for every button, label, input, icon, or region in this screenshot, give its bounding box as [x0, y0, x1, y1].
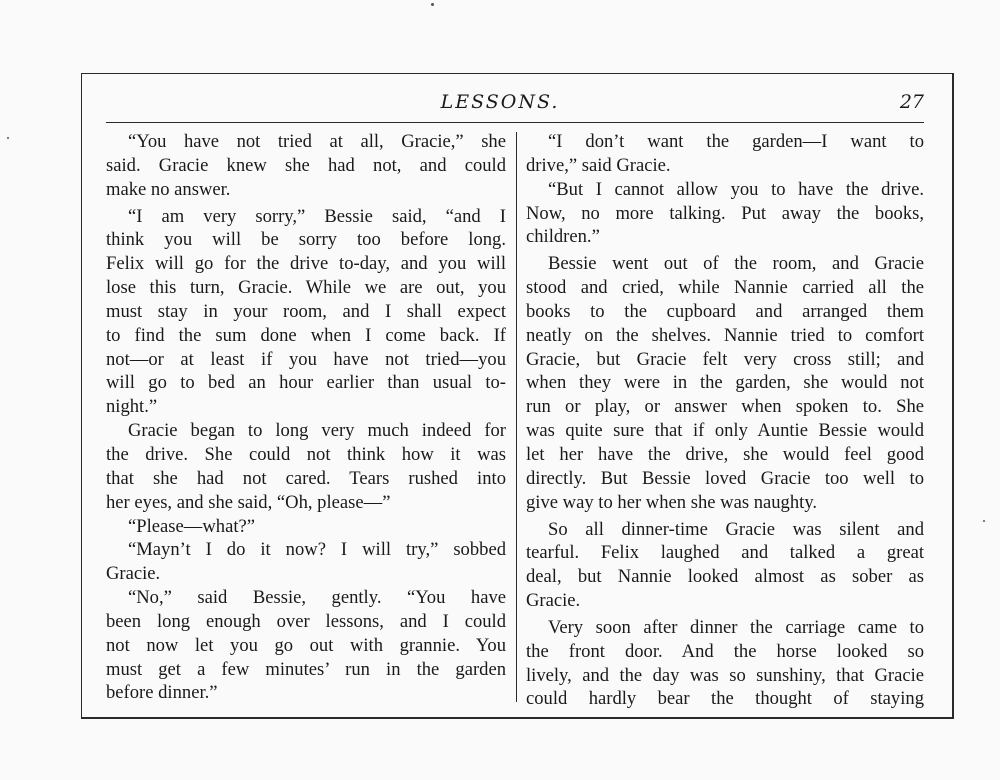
text-line: Gracie, but Gracie felt very cross still; and — [526, 348, 924, 370]
text-line: was quite sure that if only Auntie Bessie would — [526, 420, 924, 442]
text-line: her eyes, and she said, “Oh, please—” — [106, 491, 391, 513]
text-line: Gracie. — [106, 563, 161, 585]
text-line: to find the sum done when I come back. If — [106, 324, 506, 346]
text-line: Gracie. — [526, 590, 581, 612]
text-line: run or play, or answer when spoken to. She — [526, 396, 924, 418]
text-line: must stay in your room, and I shall expect — [106, 300, 506, 322]
text-line: must get a few minutes’ run in the garden — [106, 658, 506, 680]
text-line: directly. But Bessie loved Gracie too well to — [526, 467, 924, 489]
text-line: make no answer. — [106, 178, 231, 200]
text-line: So all dinner-time Gracie was silent and — [548, 518, 924, 540]
text-line: give way to her when she was naughty. — [526, 491, 818, 513]
text-line: let her have the drive, she would feel good — [526, 443, 924, 465]
text-line: “No,” said Bessie, gently. “You have — [128, 587, 506, 609]
text-line: neatly on the shelves. Nannie tried to comfort — [526, 324, 924, 346]
left-column — [106, 130, 506, 705]
text-line: drive,” said Gracie. — [526, 154, 671, 176]
column-divider — [516, 132, 517, 702]
text-line: before dinner.” — [106, 682, 218, 704]
text-line: the drive. She could not think how it was — [106, 443, 506, 465]
text-line: “I am very sorry,” Bessie said, “and I — [128, 205, 506, 227]
text-line: “You have not tried at all, Gracie,” she — [128, 131, 506, 152]
text-line: Bessie went out of the room, and Gracie — [548, 253, 924, 275]
text-line: “Please—what?” — [128, 515, 255, 537]
text-line: that she had not cared. Tears rushed into — [106, 467, 506, 489]
text-line: Very soon after dinner the carriage came to — [548, 616, 924, 638]
page-number: 27 — [899, 91, 924, 113]
text-line: Now, no more talking. Put away the books, — [526, 202, 924, 224]
text-line: “Mayn’t I do it now? I will try,” sobbed — [128, 539, 506, 561]
text-line: night.” — [106, 396, 158, 418]
text-line: will go to bed an hour earlier than usual to- — [106, 372, 506, 394]
text-line: children.” — [526, 226, 600, 248]
text-line: said. Gracie knew she had not, and could — [106, 154, 506, 176]
text-line: could hardly bear the thought of staying — [526, 688, 924, 710]
text-line: lively, and the day was so sunshiny, that Gracie — [526, 664, 924, 686]
text-line: lose this turn, Gracie. While we are out, you — [106, 277, 506, 299]
text-line: the front door. And the horse looked so — [526, 640, 924, 662]
text-line: “I don’t want the garden—I want to — [548, 131, 924, 152]
text-line: “But I cannot allow you to have the drive. — [548, 178, 924, 200]
speck-mark — [7, 137, 9, 139]
running-title: LESSONS. — [440, 91, 560, 113]
text-line: not—or at least if you have not tried—you — [106, 348, 506, 370]
text-line: Gracie began to long very much indeed for — [128, 420, 506, 442]
text-line: when they were in the garden, she would not — [526, 372, 924, 394]
text-line: deal, but Nannie looked almost as sober as — [526, 566, 924, 588]
text-line: Felix will go for the drive to-day, and you will — [106, 253, 506, 275]
right-column — [526, 130, 924, 711]
speck-mark — [431, 3, 434, 6]
text-line: think you will be sorry too before long. — [106, 229, 506, 251]
text-line: tearful. Felix laughed and talked a great — [526, 542, 924, 564]
text-line: books to the cupboard and arranged them — [526, 300, 924, 322]
text-line: not now let you go out with grannie. You — [106, 634, 506, 656]
text-line: been long enough over lessons, and I could — [106, 610, 506, 632]
text-line: stood and cried, while Nannie carried all the — [526, 277, 924, 299]
speck-mark — [983, 520, 985, 522]
header-rule — [106, 122, 924, 123]
